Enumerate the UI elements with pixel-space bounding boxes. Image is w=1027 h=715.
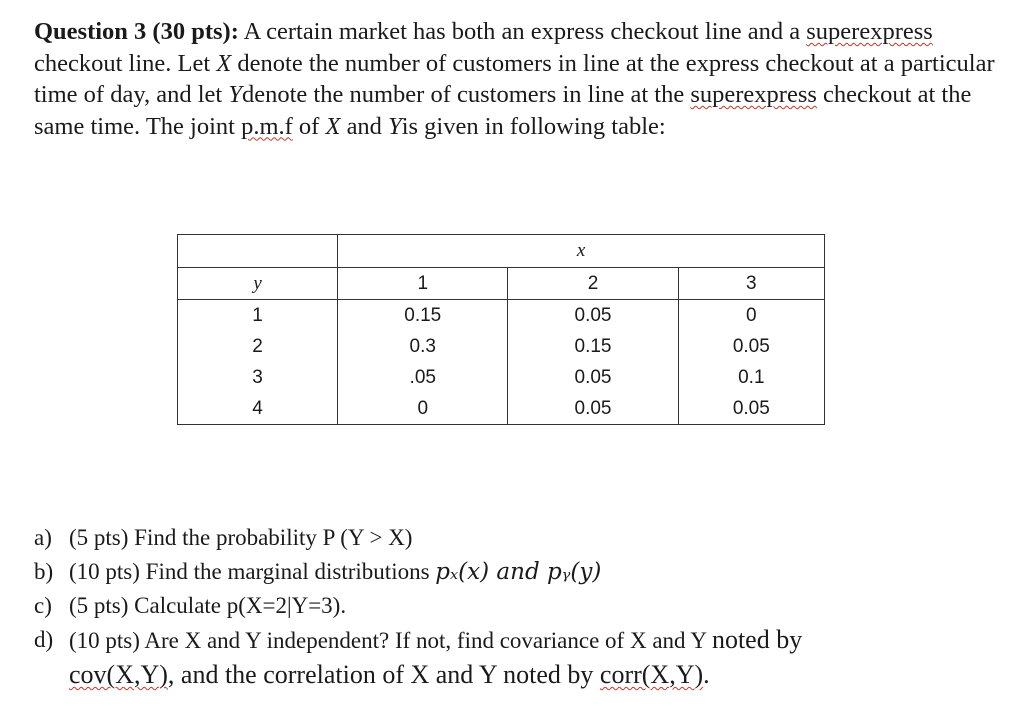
math-expression: pₓ(x) and pᵧ(y) [435,559,602,585]
question-b [34,555,994,589]
question-text: (10 pts) Find the marginal distributions pₓ(x) and pᵧ(y) [69,559,602,585]
table-cell: 0.05 [678,393,824,425]
col-label-cell: 3 [678,268,824,300]
table-cell: 0.05 [508,393,678,425]
question-text: (5 pts) Find the probability P (Y > X) [69,525,413,550]
col-label-cell: 2 [508,268,678,300]
question-heading: Question 3 (30 pts): [34,18,239,45]
table-row [178,362,825,393]
var-y: Y [388,112,402,140]
spellcheck-word-superexpress: superexpress [690,81,817,108]
question-c [34,589,994,623]
table-header-row [178,235,825,268]
joint-pmf-table [177,234,825,425]
question-list [34,521,994,693]
table-col-label-row [178,268,825,300]
table-row [178,331,825,362]
row-label-cell: 4 [178,393,338,425]
table-cell: 0.15 [338,300,508,332]
col-label-cell: 1 [338,268,508,300]
table-cell: 0.3 [338,331,508,362]
table-cell: 0.05 [508,362,678,393]
question-text: (5 pts) Calculate p(X=2|Y=3). [69,593,347,618]
spellcheck-word-superexpress: superexpress [806,18,933,45]
table-cell: 0.1 [678,362,824,393]
spellcheck-word-pmf: p.m.f [241,112,293,140]
list-letter: c) [34,593,52,618]
table-cell: 0.15 [508,331,678,362]
table-cell: .05 [338,362,508,393]
list-letter: d) [34,627,54,652]
question-d [34,623,994,693]
question-text: (10 pts) Are X and Y independent? If not, find covariance of X and Y noted by cov(X,Y), and the correlation of X and Y noted by corr(X,Y). [69,625,803,689]
var-x: X [325,112,341,140]
question-a [34,521,994,555]
row-label-cell: 2 [178,331,338,362]
spellcheck-word-corr: corr(X,Y) [599,660,704,689]
table-row [178,300,825,332]
list-letter: a) [34,525,52,550]
table-row [178,393,825,425]
table-cell: 0.05 [678,331,824,362]
row-label-cell: 3 [178,362,338,393]
table-corner-cell [178,235,338,268]
x-header-cell: x [338,235,825,268]
table-cell: 0.05 [508,300,678,332]
spellcheck-word-cov: cov(X,Y) [69,660,168,689]
question-intro: Question 3 (30 pts): A certain market has both an express checkout line and a superexpress checkout line. Let X denote the number of customers in line at the express checkout at a particular time of day, and let Ydenote the number of customers in line at the superexpress checkout at the same time. The joint p.m.f of X and Yis given in following table: [34,18,995,140]
row-label-cell: 1 [178,300,338,332]
table-cell: 0 [338,393,508,425]
y-header-cell: y [178,268,338,300]
var-x: X [216,49,232,77]
list-letter: b) [34,559,54,584]
table-cell: 0 [678,300,824,332]
var-y: Y [228,81,242,108]
